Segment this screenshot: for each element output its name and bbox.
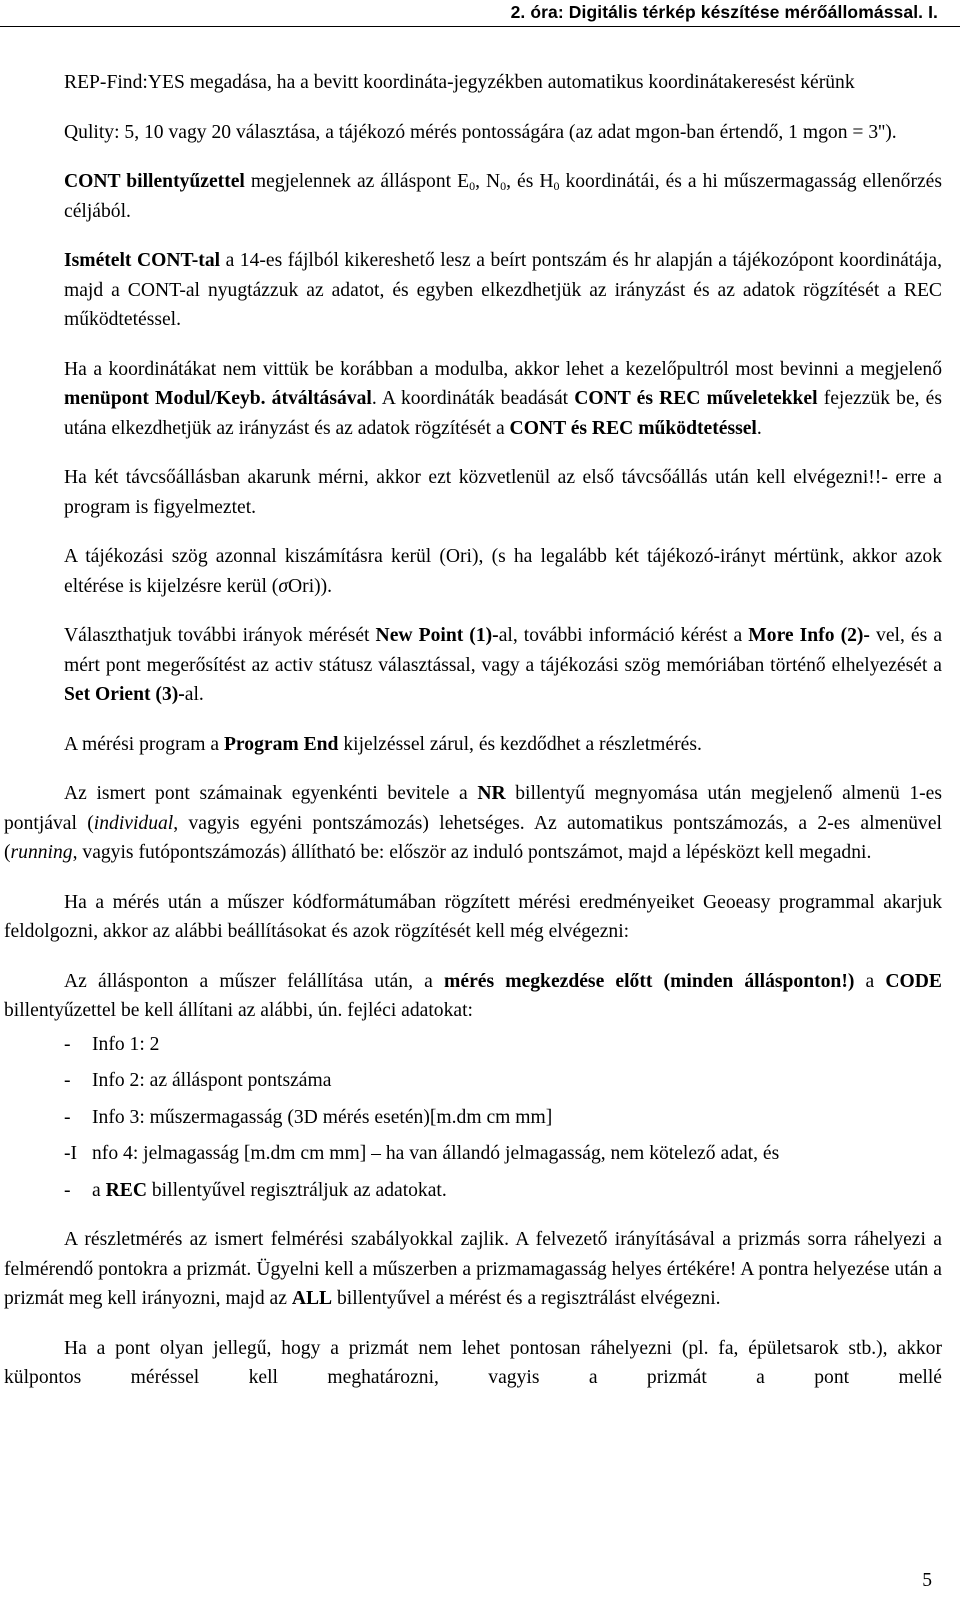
text-run: a 14-es fájlból kikereshető lesz a beírt pontszám és hr alapján a tájékozópont koordinátája, majd a CONT-al nyugtázzuk az adatot, és egyben elkezdhetjük az irányzást és az adatok rögzítését a REC működtetéssel. (64, 250, 942, 330)
paragraph-orientation (64, 542, 942, 601)
text-run: a (854, 970, 886, 992)
bold-run: CODE (885, 970, 943, 992)
text-run: a (92, 1179, 106, 1201)
text-run: al. (184, 684, 204, 705)
paragraph-two-faces: Ha két távcsőállásban akarunk mérni, akkor ezt közvetlenül az első távcsőállás után kell elvégezni!!- erre a program is figyelmeztet. (64, 467, 942, 518)
bold-run: CONT és REC működtetéssel (509, 417, 757, 439)
bold-run: Ismételt CONT-tal (64, 250, 221, 271)
list-item-text: Info 3: műszermagasság (3D mérés esetén)[m.dm cm mm] (92, 1106, 553, 1128)
list-dash: -I (64, 1143, 78, 1164)
text-run: billentyűvel a mérést és a regisztrálást elvégezni. (332, 1288, 721, 1309)
paragraph-detail-survey (4, 1225, 942, 1314)
paragraph-coordinates (64, 355, 942, 444)
bold-run: REC (105, 1179, 147, 1201)
list-dash: - (64, 1033, 71, 1055)
text-run: , N (475, 171, 501, 192)
italic-run: running (10, 842, 73, 863)
text-run: billentyű megnyomása után megjelenő almenü 1-es pontjával ( (4, 783, 943, 834)
bold-run: Set Orient (3)- (64, 684, 185, 705)
list-item-text (92, 1176, 942, 1206)
text-run: A mérési program a (64, 733, 224, 755)
page-number: 5 (922, 1570, 932, 1591)
bold-run: ALL (291, 1288, 333, 1309)
list-item-text: Info 2: az álláspont pontszáma (92, 1070, 332, 1091)
paragraph-rep-find: REP-Find:YES megadása, ha a bevitt koordináta-jegyzékben automatikus koordinátakeresést kérünk (64, 72, 855, 93)
text-run: billentyűzettel be kell állítani az alábbi, ún. fejléci adatokat: (4, 1000, 473, 1021)
paragraph-point-numbering (4, 779, 942, 868)
text-run: fejezzük be, és utána elkezdhetjük az irányzást és az adatok rögzítését a (64, 388, 943, 439)
header-info-list (0, 1030, 960, 1206)
text-run: A részletmérés az ismert felmérési szabályokkal zajlik. A felvezető irányításával a prizmás sorra ráhelyezi a felmérendő pontokra a prizmát. Ügyelni kell a műszerben a prizmamagasság helyes értékére! A pontra helyezése után a prizmát meg kell irányozni, majd az (4, 1229, 942, 1309)
text-run: al, további információ kérést a (498, 625, 749, 646)
list-item-text: Info 1: 2 (92, 1033, 160, 1055)
paragraph-eccentric: Ha a pont olyan jellegű, hogy a prizmát nem lehet pontosan ráhelyezni (pl. fa, épületsarok stb.), akkor külpontos méréssel kell meghatározni, vagyis a prizmát a pont mellé (4, 1337, 942, 1388)
paragraph-station-setup (4, 967, 942, 1026)
text-run: , vagyis egyéni pontszámozás) lehetséges. Az automatikus pontszámozás, a 2-es almenüvel ( (4, 812, 942, 863)
list-item (64, 1176, 942, 1206)
list-dash: - (64, 1106, 71, 1128)
text-run: kijelzéssel zárul, és kezdődhet a részletmérés. (338, 733, 702, 755)
paragraph-geoeasy: Ha a mérés után a műszer kódformátumában rögzített mérési eredményeiket Geoeasy programmal akarjuk feldolgozni, akkor az alábbi beállításokat és azok rögzítését kell még elvégezni: (4, 891, 942, 942)
header-title: 2. óra: Digitális térkép készítése mérőállomással. I. (510, 2, 938, 22)
subscript: 0 (553, 179, 560, 193)
paragraph-options (64, 621, 942, 710)
list-dash: - (64, 1179, 71, 1201)
text-run: . (756, 417, 762, 439)
bold-run: NR (477, 783, 506, 804)
list-dash: - (64, 1070, 71, 1091)
list-item-text: nfo 4: jelmagasság [m.dm cm mm] – ha van állandó jelmagasság, nem kötelező adat, és (92, 1143, 780, 1164)
sigma-symbol: σ (278, 575, 289, 597)
page-header (0, 0, 960, 27)
text-run: Ori)). (288, 575, 333, 597)
text-run: . A koordináták beadását (371, 388, 575, 409)
italic-run: individual (93, 812, 174, 834)
text-run: koordinátái, és a hi műszermagasság ellenőrzés céljából. (64, 171, 942, 222)
list-item (64, 1103, 942, 1133)
bold-run: on!) (820, 970, 855, 992)
paragraph-cont (64, 167, 942, 226)
bold-run: CONT és REC műveletekkel (574, 388, 818, 409)
list-item (64, 1139, 942, 1169)
bold-run: mérés megkezdése előtt (minden álláspont (444, 970, 821, 992)
text-run: Az ismert pont számainak egyenkénti bevitele a (64, 783, 478, 804)
cont-keyword: CONT billentyűzettel (64, 171, 245, 192)
list-item (64, 1030, 942, 1060)
paragraph-quality: Qulity: 5, 10 vagy 20 választása, a tájékozó mérés pontosságára (az adat mgon-ban értendő, 1 mgon = 3''). (64, 121, 897, 143)
subscript: 0 (500, 179, 507, 193)
text-run: Az álláspont (64, 970, 169, 992)
text-run: A tájékozási szög azonnal kiszámításra kerül (Ori), (s ha legalább két tájékozó-irányt mértünk, akkor azok eltérése is kijelzésre kerül ( (64, 546, 942, 597)
text-run: Ha a koordinátákat nem vittük be korábban a modulba, akkor lehet a kezelőpultról most bevinni a megjelenő (64, 358, 942, 380)
bold-run: More Info (2)- (748, 625, 870, 646)
paragraph-repeated-cont (64, 246, 942, 335)
bold-run: menüpont Modul/Keyb. átváltásával (64, 388, 372, 409)
text-run: , vagyis futópontszámozás) állítható be: először az induló pontszámot, majd a lépésközt kell megadni. (72, 842, 872, 863)
paragraph-program-end (64, 730, 942, 760)
bold-run: New Point (1)- (375, 625, 499, 646)
list-item (64, 1066, 942, 1096)
text-run: , és H (506, 171, 554, 192)
text-run: Választhatjuk további irányok mérését (64, 625, 376, 646)
bold-run: Program End (223, 733, 339, 755)
text-run: billentyűvel regisztráljuk az adatokat. (146, 1179, 447, 1201)
document-body (0, 68, 960, 1393)
text-run: megjelennek az álláspont E (244, 171, 470, 192)
text-run: on a műszer felállítása után, a (168, 970, 445, 992)
subscript: 0 (469, 179, 476, 193)
text-run: vel, és a mért pont megerősítést az activ státusz választással, vagy a tájékozási szög memóriában történő elhelyezését a (64, 625, 943, 676)
